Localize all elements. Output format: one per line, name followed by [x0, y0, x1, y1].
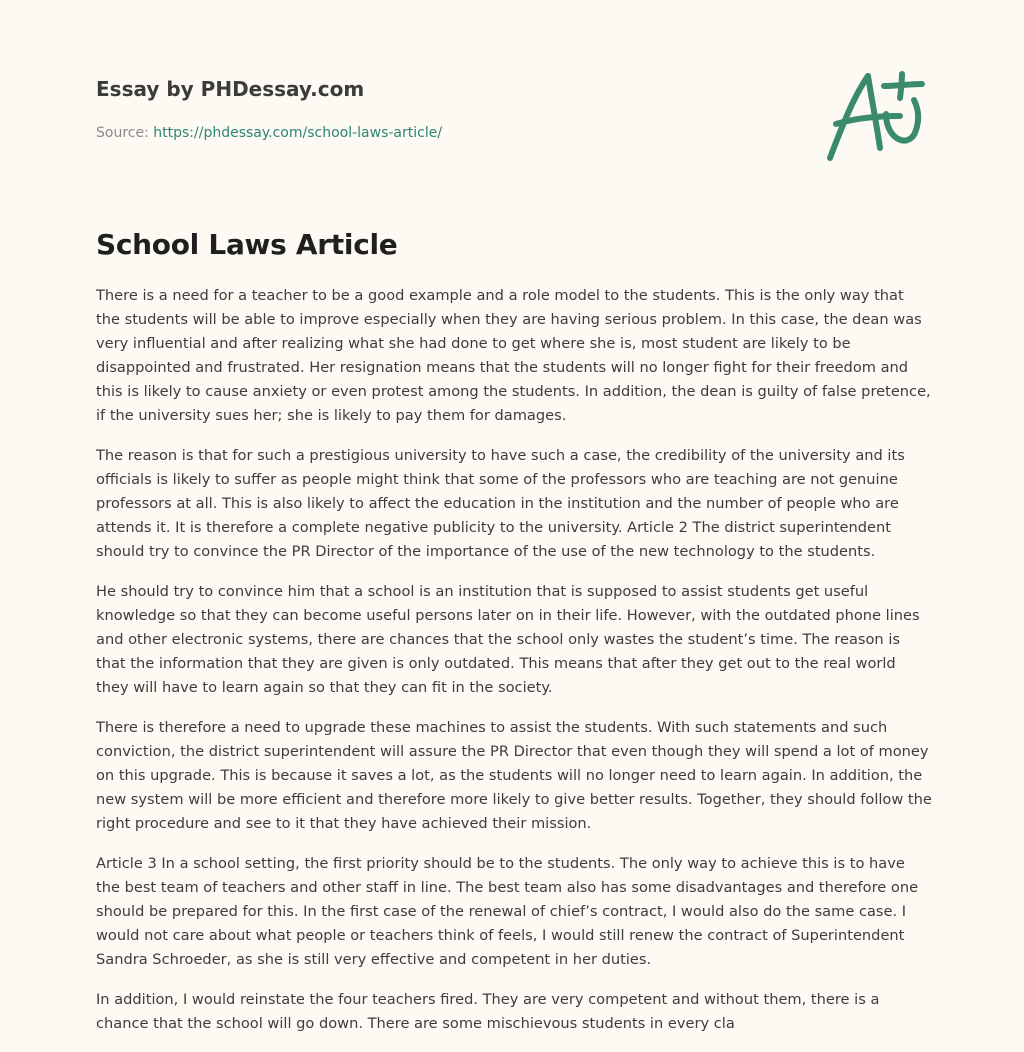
essay-title: School Laws Article — [96, 228, 398, 261]
essay-paragraph: Article 3 In a school setting, the first priority should be to the students. The only way to achieve this is to have the best team of teachers and other staff in line. The best team also has some disadvantages and therefore one should be prepared for this. In the first case of the renewal of chief’s contract, I would also do the same case. I would not care about what people or teachers think of feels, I would still renew the contract of Superintendent Sandra Schroeder, as she is still very effective and competent in her duties. — [96, 855, 919, 968]
essay-paragraph: In addition, I would reinstate the four teachers fired. They are very competent and without them, there is a chance that the school will go down. There are some mischievous students in every cla — [96, 991, 880, 1032]
essay-paragraph: He should try to convince him that a school is an institution that is supposed to assist students get useful knowledge so that they can become useful persons later on in their life. However, with the outdated phone lines and other electronic systems, there are chances that the school only wastes the student’s time. The reason is that the information that they are given is only outdated. This means that after they get out to the real world they will have to learn again so that they can fit in the society. — [96, 583, 920, 696]
a-plus-grade-logo-icon — [822, 66, 932, 166]
source-label: Source: — [96, 125, 154, 141]
source-line — [96, 123, 816, 143]
essay-paragraph: The reason is that for such a prestigious university to have such a case, the credibility of the university and its officials is likely to suffer as people might think that some of the professors who are teaching are not genuine professors at all. This is also likely to affect the education in the institution and the number of people who are attends it. It is therefore a complete negative publicity to the university. Article 2 The district superintendent should try to convince the PR Director of the importance of the use of the new technology to the students. — [96, 447, 905, 560]
essay-paragraph: There is a need for a teacher to be a good example and a role model to the students. This is the only way that the students will be able to improve especially when they are having serious problem. In this case, the dean was very influential and after realizing what she had done to get where she is, most student are likely to be disappointed and frustrated. Her resignation means that the students will no longer fight for their freedom and this is likely to cause anxiety or even protest among the students. In addition, the dean is guilty of false pretence, if the university sues her; she is likely to pay them for damages. — [96, 287, 931, 424]
site-brand: Essay by PHDessay.com — [96, 77, 365, 101]
source-link[interactable]: https://phdessay.com/school-laws-article/ — [153, 125, 443, 141]
essay-paragraph: There is therefore a need to upgrade these machines to assist the students. With such statements and such conviction, the district superintendent will assure the PR Director that even though they will spend a lot of money on this upgrade. This is because it saves a lot, as the students will no longer need to learn again. In addition, the new system will be more efficient and therefore more likely to give better results. Together, they should follow the right procedure and see to it that they have achieved their mission. — [96, 719, 932, 832]
essay-header — [96, 74, 816, 143]
essay-body — [96, 284, 932, 1052]
